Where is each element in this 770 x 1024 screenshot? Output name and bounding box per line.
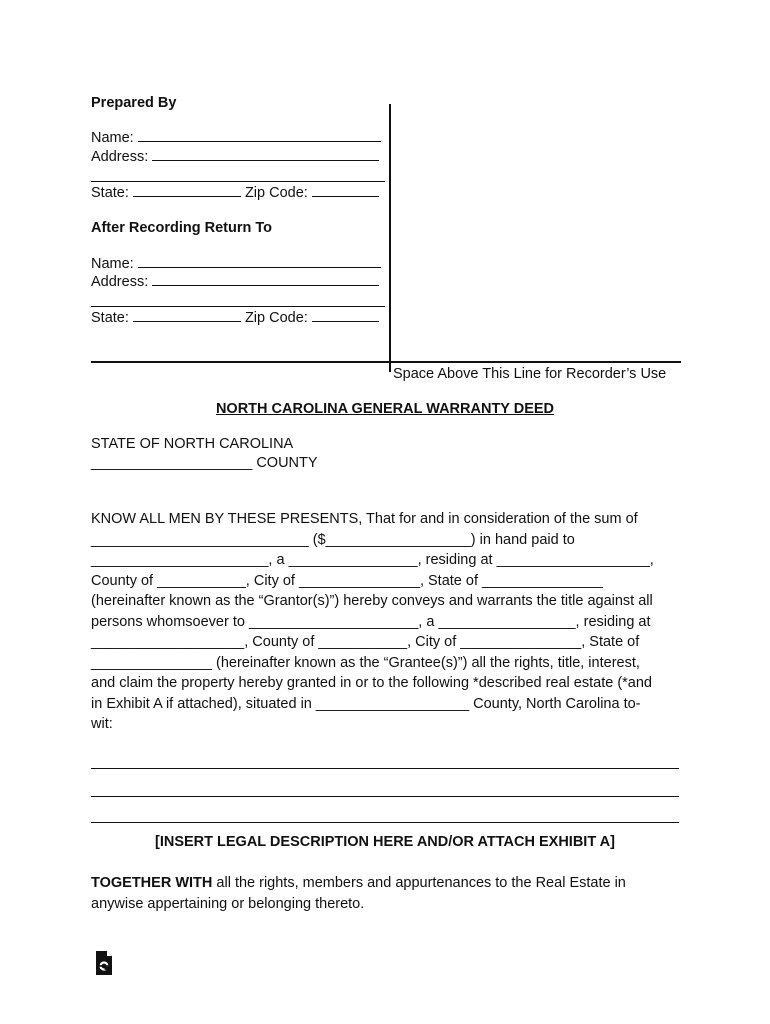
return-to-name-field[interactable]: [91, 255, 381, 272]
prepared-by-name-blank[interactable]: [138, 129, 381, 142]
recorder-horizontal-divider: [91, 361, 681, 363]
prepared-by-title: Prepared By: [91, 95, 177, 111]
recorder-note: Space Above This Line for Recorder’s Use: [393, 366, 667, 382]
prepared-by-state-blank[interactable]: [133, 184, 241, 197]
return-to-state-zip-field[interactable]: [91, 309, 379, 326]
prepared-by-state-zip-field[interactable]: [91, 184, 379, 201]
return-to-state-label: State:: [91, 310, 129, 326]
return-to-state-blank[interactable]: [133, 309, 241, 322]
body-line[interactable]: _______________ (hereinafter known as the “Grantee(s)”) all the rights, title, interest,: [91, 654, 640, 671]
prepared-by-zip-blank[interactable]: [312, 184, 379, 197]
recorder-vertical-divider: [389, 104, 391, 372]
together-with-paragraph: [91, 873, 681, 914]
deed-title: NORTH CAROLINA GENERAL WARRANTY DEED: [215, 401, 555, 417]
body-line[interactable]: ______________________, a ________________, residing at ___________________,: [91, 552, 654, 568]
body-line: and claim the property hereby granted in or to the following *described real estate (*and: [91, 675, 652, 691]
body-line: wit:: [91, 716, 113, 732]
prepared-by-address-field[interactable]: [91, 148, 379, 165]
county-line[interactable]: ____________________ COUNTY: [91, 455, 318, 471]
return-to-address-field[interactable]: [91, 273, 379, 290]
body-line[interactable]: in Exhibit A if attached), situated in ___________________ County, North Carolina to-: [91, 695, 641, 712]
together-with-text: all the rights, members and appurtenances to the Real Estate in anywise appertaining or belonging thereto.: [91, 875, 626, 912]
deed-body-paragraph: [91, 509, 681, 735]
prepared-by-name-label: Name:: [91, 130, 134, 146]
return-to-name-blank[interactable]: [138, 255, 381, 268]
body-line[interactable]: persons whomsoever to _____________________, a _________________, residing at: [91, 613, 651, 630]
state-line: STATE OF NORTH CAROLINA: [91, 436, 294, 452]
body-line: KNOW ALL MEN BY THESE PRESENTS, That for and in consideration of the sum of: [91, 511, 638, 527]
legal-description-line-3[interactable]: [91, 822, 679, 823]
prepared-by-name-field[interactable]: [91, 129, 381, 146]
prepared-by-address-line-2[interactable]: [91, 181, 385, 182]
prepared-by-zip-label: Zip Code:: [244, 185, 308, 201]
return-to-name-label: Name:: [91, 256, 134, 272]
together-with-heading: TOGETHER WITH: [91, 875, 213, 891]
legal-description-line-1[interactable]: [91, 768, 679, 769]
body-line[interactable]: ___________________, County of ___________, City of _______________, State of: [91, 634, 640, 650]
document-e-logo-icon: [94, 950, 114, 976]
return-to-address-blank[interactable]: [152, 273, 379, 286]
return-to-zip-label: Zip Code:: [244, 310, 308, 326]
return-to-address-label: Address:: [91, 274, 149, 290]
prepared-by-address-blank[interactable]: [152, 148, 379, 161]
body-line[interactable]: ___________________________ ($__________________) in hand paid to: [91, 531, 575, 548]
prepared-by-address-label: Address:: [91, 149, 149, 165]
insert-legal-description-label: [INSERT LEGAL DESCRIPTION HERE AND/OR ATTACH EXHIBIT A]: [155, 834, 615, 850]
prepared-by-state-label: State:: [91, 185, 129, 201]
body-line[interactable]: County of ___________, City of _______________, State of _______________: [91, 572, 603, 589]
body-line: (hereinafter known as the “Grantor(s)”) hereby conveys and warrants the title against all: [91, 593, 653, 609]
return-to-zip-blank[interactable]: [312, 309, 379, 322]
legal-description-line-2[interactable]: [91, 796, 679, 797]
return-to-title: After Recording Return To: [91, 220, 272, 236]
return-to-address-line-2[interactable]: [91, 306, 385, 307]
